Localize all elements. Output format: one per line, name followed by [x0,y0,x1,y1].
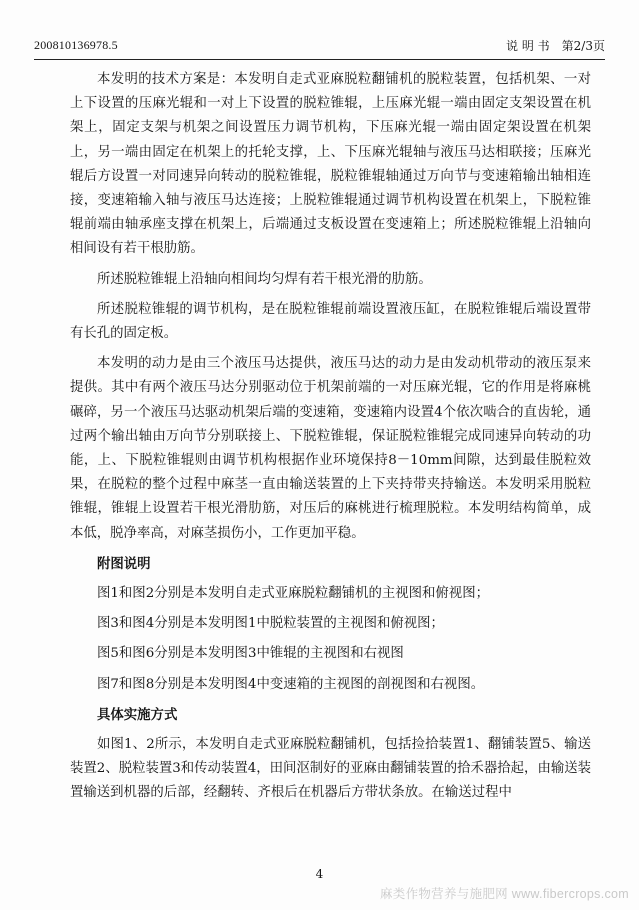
page-header [34,36,605,56]
document-number: 200810136978.5 [34,38,118,52]
drawing-description: 图3和图4分别是本发明图1中脱粒装置的主视图和俯视图； [97,616,444,632]
paragraph-embodiment: 如图1、2所示，本发明自走式亚麻脱粒翻铺机，包括捡拾装置1、翻铺装置5、输送装置2、脱粒装置3和传动装置4，田间沤制好的亚麻由翻铺装置的拾禾器拾起，由输送装置输送到机器的后部，经翻转、齐根后在机器后方带状条放。在输送过程中 [70,737,592,801]
paragraph-power: 本发明的动力是由三个液压马达提供，液压马达的动力是由发动机带动的液压泵来提供。其中有两个液压马达分别驱动位于机架前端的一对压麻光辊，它的作用是将麻桃碾碎，另一个液压马达驱动机架后端的变速箱，变速箱内设置4个依次啮合的直齿轮，通过两个输出轴由万向节分别联接上、下脱粒锥辊，保证脱粒锥辊完成同速异向转动的功能，上、下脱粒锥辊则由调节机构根据作业环境保持8－10mm间隙，达到最佳脱粒效果，在脱粒的整个过程中麻茎一直由输送装置的上下夹持带夹持输送。本发明采用脱粒锥辊，锥辊上设置若干根光滑肋筋，对压后的麻桃进行梳理脱粒。本发明结构简单，成本低，脱净率高，对麻茎损伤小，工作更加平稳。 [70,356,591,541]
drawings-heading: 附图说明 [97,555,151,572]
header-right [506,37,605,54]
drawing-description: 图1和图2分别是本发明自走式亚麻脱粒翻铺机的主视图和俯视图； [97,586,489,602]
document-type: 说 明 书 [506,39,550,53]
document-body [70,68,591,812]
drawing-description: 图5和图6分别是本发明图3中锥辊的主视图和右视图 [97,646,404,662]
page-number: 4 [315,867,324,881]
paragraph-adjusting-mechanism: 所述脱粒锥辊的调节机构，是在脱粒锥辊前端设置液压缸，在脱粒锥辊后端设置带有长孔的固定板。 [70,301,591,342]
page-info: 第2/3页 [561,39,605,53]
paragraph-ribs: 所述脱粒锥辊上沿轴向相间均匀焊有若干根光滑的肋筋。 [97,271,432,287]
paragraph-technical-solution: 本发明的技术方案是：本发明自走式亚麻脱粒翻铺机的脱粒装置，包括机架、一对上下设置的压麻光辊和一对上下设置的脱粒锥辊，上压麻光辊一端由固定支架设置在机架上，固定支架与机架之间设置压力调节机构，下压麻光辊一端由固定架设置在机架上，另一端由固定在机架上的托轮支撑，上、下压麻光辊轴与液压马达相联接；压麻光辊后方设置一对同速异向转动的脱粒锥辊，脱粒锥辊轴通过万向节与变速箱输出轴相连接，变速箱输入轴与液压马达连接；上脱粒锥辊通过调节机构设置在机架上，下脱粒锥辊前端由轴承座支撑在机架上，后端通过支板设置在变速箱上；所述脱粒锥辊上沿轴向相间设有若干根肋筋。 [70,72,591,257]
embodiment-heading: 具体实施方式 [97,706,178,723]
drawing-description: 图7和图8分别是本发明图4中变速箱的主视图的剖视图和右视图。 [97,676,485,692]
header-divider [34,59,605,60]
watermark: 麻类作物营养与施肥网 www.fibercrops.com [379,887,629,901]
